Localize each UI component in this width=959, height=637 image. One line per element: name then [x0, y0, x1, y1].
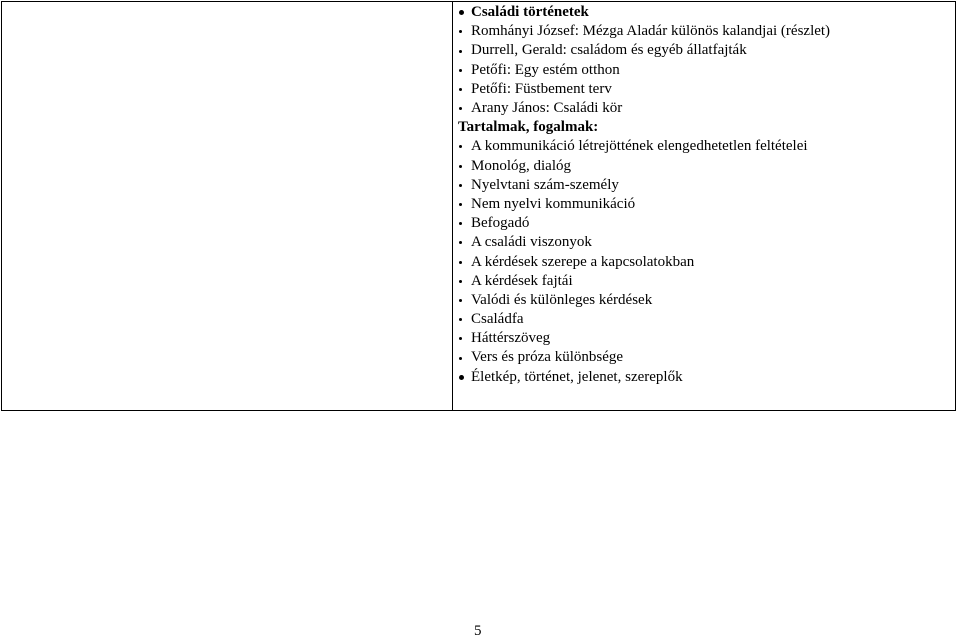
page-number: 5 [474, 623, 482, 637]
bullet-icon [458, 253, 471, 272]
bullet-icon [458, 195, 471, 214]
bullet-icon [458, 329, 471, 348]
list-item: Nyelvtani szám-személy [458, 176, 953, 195]
bullet-icon [458, 99, 471, 118]
list-item: Durrell, Gerald: családom és egyéb állatfajták [458, 41, 953, 60]
bullet-icon [458, 368, 471, 387]
list-item: Háttérszöveg [458, 329, 953, 348]
bullet-icon [458, 137, 471, 156]
list-item: Életkép, történet, jelenet, szereplők [458, 368, 953, 387]
concepts-list [458, 137, 953, 386]
list-item: A kérdések fajtái [458, 272, 953, 291]
list-item: A családi viszonyok [458, 233, 953, 252]
list-item: Petőfi: Egy estém otthon [458, 61, 953, 80]
list-item: A kérdések szerepe a kapcsolatokban [458, 252, 953, 271]
bullet-icon [458, 348, 471, 367]
section-title-row [458, 3, 953, 22]
list-item: Vers és próza különbsége [458, 348, 953, 367]
concepts-heading: Tartalmak, fogalmak: [458, 119, 599, 136]
column-divider [452, 2, 453, 410]
bullet-icon [458, 291, 471, 310]
bullet-icon [458, 310, 471, 329]
list-item: Családfa [458, 310, 953, 329]
list-item: Valódi és különleges kérdések [458, 291, 953, 310]
bullet-icon [458, 3, 471, 22]
right-cell-content [458, 3, 953, 387]
bullet-icon [458, 22, 471, 41]
bullet-icon [458, 80, 471, 99]
list-item: Monológ, dialóg [458, 157, 953, 176]
section-title: Családi történetek [471, 4, 589, 21]
list-item: Petőfi: Füstbement terv [458, 80, 953, 99]
bullet-icon [458, 176, 471, 195]
bullet-icon [458, 41, 471, 60]
bullet-icon [458, 214, 471, 233]
list-item: Romhányi József: Mézga Aladár különös kalandjai (részlet) [458, 22, 953, 41]
bullet-icon [458, 61, 471, 80]
readings-list [458, 22, 953, 118]
list-item: A kommunikáció létrejöttének elengedhetetlen feltételei [458, 137, 953, 156]
bullet-icon [458, 233, 471, 252]
bullet-icon [458, 272, 471, 291]
bullet-icon [458, 157, 471, 176]
list-item: Befogadó [458, 214, 953, 233]
list-item: Nem nyelvi kommunikáció [458, 195, 953, 214]
list-item: Arany János: Családi kör [458, 99, 953, 118]
concepts-heading-row [458, 118, 953, 137]
